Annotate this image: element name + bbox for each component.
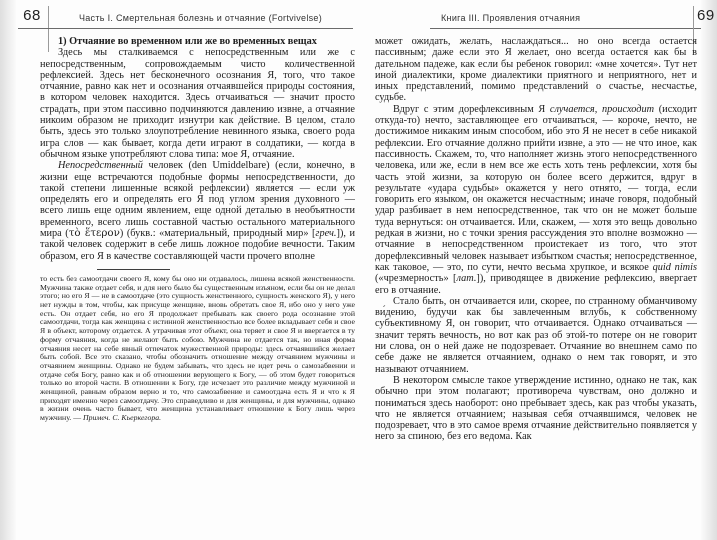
text-segment: (исходит откуда-то) нечто, заставляющее его отчаиваться, — короче, нечто, не достижимое никаким иным способом, ибо это Я не несет в себе никакой рефлексии. Его отчаяние должно прийти извне, а это — не что иное, как пассивность. Скажем, то, что наполняет жизнь этого непосредственного человека, или же, если в нем все же есть хоть тень рефлексии, хотя бы часть этой жизни, за которую он более всего держится, вдруг в результате «удара судьбы» окажется у него отнято, — тогда, если говорить его языком, он окажется несчастным; иначе говоря, подобный удар разбивает в нем непосредственное, так что он не может больше туда вернуться: он отчаивается. Или, скажем, — хотя это вещь довольно редкая в жизни, но с точки зрения рассуждения это вполне возможно — отчаяние в непосредственном проистекает из того, что этот дорефлексивный человек называет избытком счастья; непосредственное, как таковое, — это, по сути, нечто весьма хрупкое, и всякое	[375, 103, 697, 273]
page-right-text-column	[375, 36, 697, 532]
paragraph	[40, 160, 355, 262]
text-segment: Вдруг с этим дорефлексивным Я	[393, 103, 550, 115]
text-segment: лат.	[456, 273, 477, 285]
text-segment: 1) Отчаяние во временном или же во временных вещах	[58, 36, 317, 47]
text-segment: Стало быть, он отчаивается или, скорее, по странному обманчивому ви́дению, будучи как бы завлеченным вглубь, к собственному субъективному Я, он говорит, что отчаивается. Однако отчаиваться — значит терять вечность, но вот как раз об этой-то потере он не говорит ни слова, он о ней даже не подозревает. Отчаяние во внешнем само по себе даже не является отчаянием, однако о нем так говорят, и это называют отчаянием.	[375, 295, 697, 375]
text-segment: Непосредственный	[58, 160, 143, 172]
page-edge-left	[0, 0, 16, 540]
paragraph	[375, 375, 697, 443]
text-segment: ) (букв.: «материальный, природный мир» [	[119, 228, 316, 240]
text-segment: ]), приводящее в движение рефлексию, ввергает его в отчаяние.	[375, 273, 697, 296]
paragraph	[375, 36, 697, 104]
text-segment: может ожидать, желать, наслаждаться... но оно всегда остается пассивным; даже если это Я желает, оно всегда остается как бы в дательном падеже, как если бы ребенок говорил: «мне хочется». Тут нет иной диалектики, кроме диалектики приятного и неприятного, нет и иных представлений, помимо представлений о счастье, несчастье, судьбе.	[375, 36, 697, 104]
text-segment: человек (den Umiddelbare) (если, конечно, в жизни еще встречаются подобные формы непосредственности, до такой степени лишенные всякой рефлексии) является — если уж определять его и определять его Я под углом зрения духовного — всего лишь еще одним явлением, еще одной деталью в необъятности временного, всего лишь составной частью остального материального мира (	[40, 160, 355, 240]
text-segment: Примеч. С. Кьеркегора.	[82, 413, 162, 423]
text-segment: греч.	[315, 228, 337, 240]
text-segment: В некотором смысле такое утверждение истинно, однако не так, как обычно при этом полагают; противореча чувствам, оно должно и пониматься здесь наоборот: оно пребывает здесь, как раз чтобы указать, что не является отчаянием; называя себя отчаявшимся, человек не подозревает, что в это самое время отчаяние действительно появляется у него за спиною, без его ведома. Как	[375, 374, 697, 443]
running-title-left: Часть I. Смертельная болезнь и отчаяние (Fortvivelse)	[78, 13, 323, 23]
text-segment: Здесь мы сталкиваемся с непосредственным или же с непосредственным, сопровождаемым чисто количественной рефлексией. Здесь нет бесконечного осознания Я, того, что такое отчаяние, равно как нет и осознания отчаявшейся природы состояния, в котором человек находится. Здесь отчаиваться — значит просто страдать, при этом пассивно подчиняются давлению извне, а отчаяние никоим образом не приходит изнутри как действие. В целом, стало быть, здесь это только злоупотребление невинного языка, своего рода игра слов — как бывает, когда дети играют в солдатики, — когда в обычном языке употребляют слова типа: мое Я, отчаяние.	[40, 47, 355, 160]
page-right-body-text	[375, 36, 697, 443]
page-left-body-text	[40, 36, 355, 262]
footnote-separator	[97, 269, 170, 270]
header-rule-right	[430, 28, 701, 29]
text-segment: случается, происходит	[549, 103, 655, 115]
paragraph	[40, 275, 355, 423]
paragraph	[375, 296, 697, 375]
text-segment: то есть без самоотдачи своего Я, кому бы оно ни отдавалось, лишена всякой женственности. Мужчина также отдает себя, и для него было бы существенным изъяном, если бы он не делал этого; но его Я — не в самоотдаче (это сущность женственного, сущность женского Я), у него нет нужды в том, чтобы, как присуще женщине, вновь обретать свое Я, ибо оно у него уже есть. Он отдает себя, но его Я продолжает пребывать как своего рода осознание этой самоотдачи, тогда как женщина с истинной женственностью все более вкладывает себя и свое Я в объект, которому отдается. А утрачивая этот объект, она теряет и свое Я и ввергается в ту форму отчаяния, когда не желают быть собою. Мужчина не отдается так, но иная форма отчаяния несет на себе явный отпечаток мужественной природы: здесь отчаявшийся желает быть собой. Все это сказано, чтобы обозначить отношение между отчаянием мужчины и отчаянием женщины. Однако не будем забывать, что здесь не идет речь о самозабвении и отдаче себя Богу, равно как и об отношении верующего к Богу, — об этом будет говориться только во второй части. В отношении к Богу, где исчезает это различие между мужчиной и женщиной, равным образом верно и то, что самозабвение и самоотдача есть Я и что к Я приходят именно через самоотдачу. Это справедливо и для женщины, и для мужчины, однако в жизни очень часто бывает, что женщина устанавливает отношение к Богу лишь через мужчину. —	[40, 273, 355, 423]
text-segment: τὸ ἕτερον	[68, 227, 120, 240]
text-segment: quid nimis	[652, 261, 697, 273]
footnote-text	[40, 275, 355, 423]
paragraph	[40, 47, 355, 160]
paragraph	[40, 36, 355, 47]
page-number-right: 69	[697, 7, 715, 24]
text-segment: ]), и такой человек содержит в себе лишь ложное подобие вечности. Таким образом, его Я в качестве составляющей части прочего вполне	[40, 228, 355, 262]
page-edge-right	[701, 0, 717, 540]
text-segment: («чрезмерность» [	[375, 273, 457, 285]
header-rule-left	[18, 28, 353, 29]
running-title-right: Книга III. Проявления отчаяния	[441, 13, 581, 23]
paragraph	[375, 104, 697, 296]
page-number-left: 68	[23, 7, 41, 24]
page-left-text-column	[40, 36, 355, 534]
